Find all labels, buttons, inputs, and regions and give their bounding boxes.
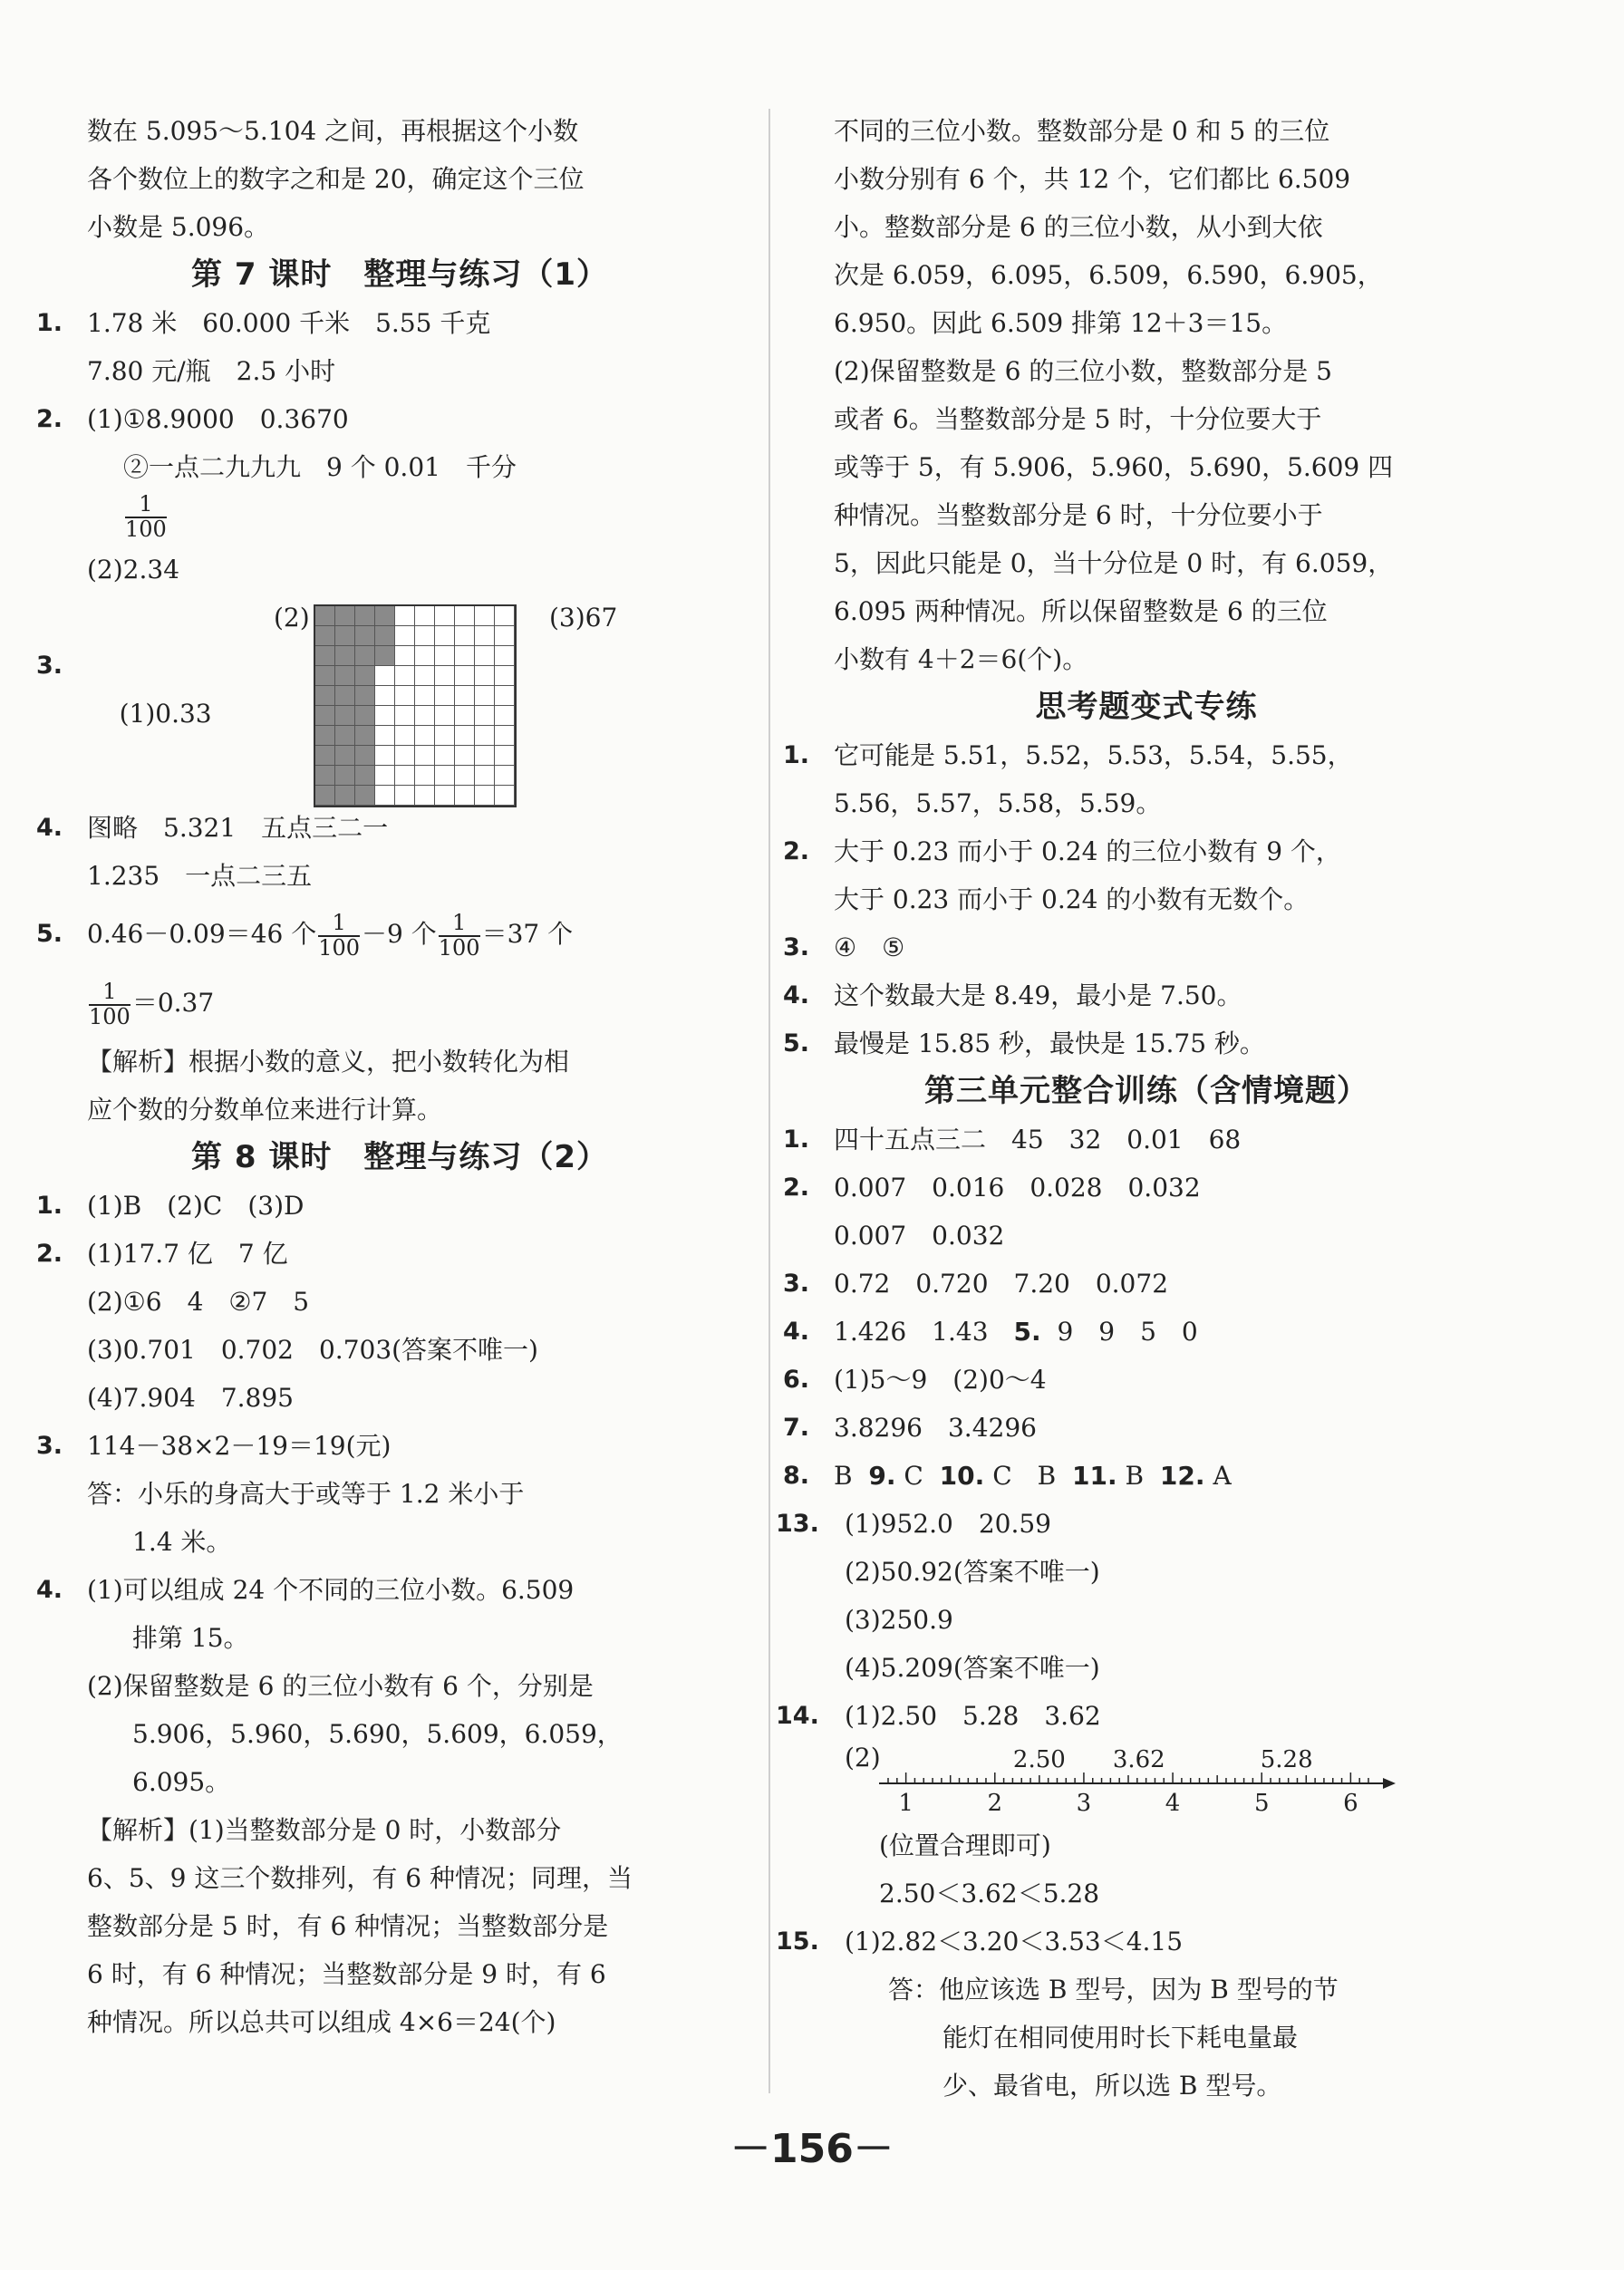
grid-cell (455, 706, 475, 726)
text-line: 小数有 4＋2＝6(个)。 (834, 644, 1088, 674)
answer-text: B (834, 1461, 853, 1491)
grid-cell (455, 746, 475, 766)
grid-cell (475, 626, 495, 646)
answer-text: 排第 15。 (132, 1623, 249, 1653)
fraction: $\frac{1}{100}$ (438, 910, 480, 961)
tick-label: 4 (1165, 1790, 1181, 1817)
grid-cell (375, 786, 395, 806)
grid-cell (315, 786, 335, 806)
l8-q4 (36, 1566, 712, 1614)
answer-text: 0.007 0.016 0.028 0.032 (834, 1173, 1201, 1203)
grid-cell (475, 786, 495, 806)
answer-text: (1)5～9 (2)0～4 (834, 1365, 1047, 1395)
hundred-grid (314, 604, 517, 807)
grid-cell (415, 726, 435, 746)
answer-text: 答：小乐的身高大于或等于 1.2 米小于 (87, 1479, 525, 1509)
grid-cell (395, 646, 415, 666)
answer-text: (2)50.92(答案不唯一) (845, 1557, 1100, 1587)
question-number: 6. (783, 1366, 810, 1394)
answer-text: (2)2.34 (87, 555, 180, 584)
question-number: 7. (783, 1414, 810, 1442)
text-line: 5，因此只能是 0，当十分位是 0 时，有 6.059， (834, 548, 1394, 578)
text-line: 数在 5.095～5.104 之间，再根据这个小数 (87, 116, 579, 146)
u3-q2 (783, 1164, 1459, 1212)
point-label: 5.28 (1260, 1746, 1313, 1773)
question-number: 3. (36, 1432, 63, 1460)
think-q2 (783, 827, 1459, 875)
grid-cell (455, 626, 475, 646)
u3-q7 (783, 1404, 1459, 1452)
grid-cell (355, 666, 375, 686)
question-number: 1. (783, 1125, 810, 1154)
answer-text: 9 9 5 0 (1057, 1317, 1198, 1347)
grid-cell (355, 766, 375, 786)
answer-text: C (904, 1461, 923, 1491)
answer-text: 它可能是 5.51，5.52，5.53，5.54，5.55， (834, 740, 1353, 770)
u3-q1 (783, 1116, 1459, 1164)
question-number: 11. (1072, 1461, 1117, 1491)
fraction: $\frac{1}{100}$ (125, 491, 167, 542)
grid-cell (475, 666, 495, 686)
text-line: 6.095 两种情况。所以保留整数是 6 的三位 (834, 596, 1328, 626)
question-number: 9. (868, 1461, 896, 1491)
grid-cell (395, 746, 415, 766)
grid-cell (475, 746, 495, 766)
column-divider (768, 109, 770, 2093)
answer-text: (1)可以组成 24 个不同的三位小数。6.509 (87, 1575, 575, 1605)
question-number: 13. (776, 1510, 819, 1538)
answer-text: －9 个 (362, 919, 437, 949)
grid-cell (475, 646, 495, 666)
answer-text: (2)①6 4 ②7 5 (87, 1287, 310, 1317)
question-number: 2. (783, 837, 810, 865)
answer-text: 0.46－0.09＝46 个 (87, 919, 317, 949)
answer-text: 四十五点三二 45 32 0.01 68 (834, 1125, 1242, 1154)
arrow-head (1383, 1778, 1396, 1789)
l7-q5 (36, 900, 712, 969)
grid-cell (435, 626, 455, 646)
think-title: 思考题变式专练 (1035, 689, 1258, 725)
answer-text: 0.72 0.720 7.20 0.072 (834, 1269, 1169, 1299)
l7-q1 (36, 299, 712, 347)
grid-cell (415, 766, 435, 786)
l7-q3 (36, 594, 712, 804)
grid-cell (375, 606, 395, 626)
analysis-text: 6、5、9 这三个数排列，有 6 种情况；同理，当 (87, 1863, 633, 1893)
answer-text: 0.007 0.032 (834, 1221, 1005, 1251)
grid-cell (395, 606, 415, 626)
answer-text: 3.8296 3.4296 (834, 1413, 1037, 1443)
grid-cell (395, 686, 415, 706)
number-line (834, 1740, 1459, 1821)
fraction: $\frac{1}{100}$ (89, 979, 130, 1029)
grid-cell (335, 666, 355, 686)
answer-text: 最慢是 15.85 秒，最快是 15.75 秒。 (834, 1029, 1265, 1058)
grid-cell (355, 786, 375, 806)
text-line: 种情况。当整数部分是 6 时，十分位要小于 (834, 500, 1323, 530)
grid-cell (315, 626, 335, 646)
answer-text: (2) (274, 603, 310, 633)
grid-cell (435, 606, 455, 626)
l8-q1 (36, 1182, 712, 1230)
grid-cell (495, 686, 515, 706)
grid-cell (355, 746, 375, 766)
l8-q2 (36, 1230, 712, 1278)
grid-cell (455, 686, 475, 706)
think-q5 (783, 1019, 1459, 1067)
analysis-text: 6 时，有 6 种情况；当整数部分是 9 时，有 6 (87, 1959, 606, 1989)
grid-cell (375, 686, 395, 706)
question-number: 1. (783, 741, 810, 769)
answer-text: 大于 0.23 而小于 0.24 的小数有无数个。 (834, 884, 1310, 914)
answer-text: (4)5.209(答案不唯一) (845, 1653, 1100, 1683)
grid-cell (495, 706, 515, 726)
grid-cell (355, 606, 375, 626)
grid-cell (435, 686, 455, 706)
answer-text: 能灯在相同使用时长下耗电量最 (942, 2023, 1299, 2053)
grid-cell (355, 626, 375, 646)
grid-cell (495, 766, 515, 786)
answer-text: (1)2.50 5.28 3.62 (845, 1701, 1101, 1731)
grid-cell (335, 646, 355, 666)
grid-cell (315, 646, 335, 666)
page-number: －156－ (730, 2126, 894, 2172)
answer-text: (1)2.82＜3.20＜3.53＜4.15 (845, 1927, 1184, 1956)
grid-cell (495, 746, 515, 766)
grid-cell (435, 666, 455, 686)
answer-text: (3)0.701 0.702 0.703(答案不唯一) (87, 1335, 538, 1365)
think-q4 (783, 971, 1459, 1019)
question-number: 12. (1159, 1461, 1205, 1491)
grid-cell (455, 786, 475, 806)
question-number: 2. (783, 1174, 810, 1202)
answer-text: 1.426 1.43 (834, 1317, 989, 1347)
answer-text: A (1213, 1461, 1232, 1491)
lesson8-title: 第 8 课时 整理与练习（2） (191, 1139, 608, 1175)
point-label: 2.50 (1012, 1746, 1066, 1773)
l7-q2 (36, 395, 712, 443)
u3-q14 (776, 1692, 1459, 1740)
tick-label: 2 (987, 1790, 1003, 1817)
analysis-text: 【解析】(1)当整数部分是 0 时，小数部分 (87, 1815, 562, 1845)
answer-text: 5.906，5.960，5.690，5.609，6.059， (132, 1719, 623, 1749)
grid-cell (435, 726, 455, 746)
grid-cell (335, 606, 355, 626)
grid-cell (495, 666, 515, 686)
u3-q4 (783, 1308, 1459, 1356)
grid-cell (475, 706, 495, 726)
answer-text: 这个数最大是 8.49，最小是 7.50。 (834, 980, 1242, 1010)
grid-cell (375, 706, 395, 726)
question-number: 3. (783, 933, 810, 961)
answer-text: 5.56，5.57，5.58，5.59。 (834, 788, 1162, 818)
question-number: 4. (783, 1318, 810, 1346)
analysis-text: 【解析】根据小数的意义，把小数转化为相 (87, 1047, 570, 1077)
answer-text: (3)250.9 (845, 1605, 953, 1635)
grid-cell (375, 746, 395, 766)
think-q3 (783, 923, 1459, 971)
question-number: 5. (783, 1029, 810, 1058)
text-line: (2)保留整数是 6 的三位小数，整数部分是 5 (834, 356, 1332, 386)
grid-cell (435, 766, 455, 786)
question-number: 4. (36, 814, 63, 842)
grid-cell (335, 626, 355, 646)
grid-cell (315, 766, 335, 786)
think-q1 (783, 731, 1459, 779)
grid-cell (395, 786, 415, 806)
question-number: 8. (783, 1462, 810, 1490)
u3-q13 (776, 1500, 1459, 1548)
answer-text: 1.78 米 60.000 千米 5.55 千克 (87, 308, 491, 338)
number-line-row (834, 1740, 1459, 1821)
fraction: $\frac{1}{100}$ (318, 910, 361, 961)
grid-cell (475, 726, 495, 746)
grid-cell (455, 766, 475, 786)
grid-cell (375, 766, 395, 786)
text-line: 不同的三位小数。整数部分是 0 和 5 的三位 (834, 116, 1330, 146)
u3-q3 (783, 1260, 1459, 1308)
u3-q6 (783, 1356, 1459, 1404)
answer-text: ②一点二九九九 9 个 0.01 千分 (123, 452, 517, 482)
grid-cell (355, 706, 375, 726)
u3-q8-12 (783, 1452, 1459, 1500)
grid-cell (335, 766, 355, 786)
answer-text: 1.235 一点二三五 (87, 861, 313, 891)
answer-text: (1)17.7 亿 7 亿 (87, 1239, 288, 1269)
answer-text: 大于 0.23 而小于 0.24 的三位小数有 9 个， (834, 836, 1341, 866)
tick-label: 5 (1253, 1790, 1270, 1817)
l8-q3 (36, 1422, 712, 1470)
text-line: 次是 6.059，6.095，6.509，6.590，6.905， (834, 260, 1383, 290)
left-column (36, 107, 712, 2046)
answer-text: 2.50＜3.62＜5.28 (879, 1879, 1100, 1908)
grid-cell (415, 706, 435, 726)
grid-cell (375, 666, 395, 686)
u3-q15 (776, 1917, 1459, 1966)
grid-cell (335, 686, 355, 706)
answer-text: 114－38×2－19＝19(元) (87, 1431, 392, 1461)
grid-cell (335, 746, 355, 766)
grid-cell (395, 626, 415, 646)
grid-cell (375, 646, 395, 666)
grid-cell (415, 666, 435, 686)
text-line: 小。整数部分是 6 的三位小数，从小到大依 (834, 212, 1323, 242)
question-number: 4. (783, 981, 810, 1009)
question-number: 5. (1013, 1317, 1041, 1347)
l7-q4 (36, 804, 712, 852)
question-number: 2. (36, 405, 63, 433)
answer-text: 少、最省电，所以选 B 型号。 (942, 2071, 1282, 2101)
grid-cell (375, 626, 395, 646)
grid-cell (495, 646, 515, 666)
grid-cell (415, 606, 435, 626)
answer-text: ＝37 个 (481, 919, 574, 949)
text-line: 小数分别有 6 个，共 12 个，它们都比 6.509 (834, 164, 1351, 194)
answer-text: 图略 5.321 五点三二一 (87, 813, 389, 843)
question-number: 5. (36, 920, 63, 948)
answer-text: (1)B (2)C (3)D (87, 1191, 304, 1221)
question-number: 15. (776, 1927, 819, 1956)
grid-cell (415, 786, 435, 806)
text-line: 各个数位上的数字之和是 20，确定这个三位 (87, 164, 585, 194)
grid-cell (395, 726, 415, 746)
grid-cell (395, 666, 415, 686)
fraction-line (87, 491, 712, 546)
grid-cell (315, 706, 335, 726)
analysis-text: 应个数的分数单位来进行计算。 (87, 1095, 443, 1125)
analysis-text: 整数部分是 5 时，有 6 种情况；当整数部分是 (87, 1911, 609, 1941)
answer-text: 7.80 元/瓶 2.5 小时 (87, 356, 336, 386)
grid-cell (455, 646, 475, 666)
tick-label: 1 (898, 1790, 914, 1817)
point-label: 3.62 (1112, 1746, 1165, 1773)
answer-text: B (1125, 1461, 1145, 1491)
grid-cell (495, 786, 515, 806)
unit3-title: 第三单元整合训练（含情境题） (924, 1073, 1368, 1109)
grid-cell (395, 766, 415, 786)
grid-cell (455, 666, 475, 686)
grid-cell (415, 626, 435, 646)
grid-cell (315, 726, 335, 746)
text-line: 6.950。因此 6.509 排第 12＋3＝15。 (834, 308, 1288, 338)
grid-cell (315, 686, 335, 706)
lesson7-title: 第 7 课时 整理与练习（1） (191, 256, 608, 293)
question-number: 14. (776, 1702, 819, 1730)
grid-cell (495, 606, 515, 626)
grid-cell (355, 726, 375, 746)
answer-text: 6.095。 (132, 1767, 231, 1797)
grid-cell (335, 726, 355, 746)
grid-cell (475, 766, 495, 786)
answer-text: (2) (845, 1743, 881, 1773)
question-number: 4. (36, 1576, 63, 1604)
grid-cell (455, 726, 475, 746)
answer-text: 答：他应该选 B 型号，因为 B 型号的节 (888, 1975, 1339, 2004)
answer-text: ＝0.37 (131, 988, 215, 1018)
grid-cell (435, 746, 455, 766)
grid-cell (315, 666, 335, 686)
grid-cell (375, 726, 395, 746)
grid-cell (415, 686, 435, 706)
grid-cell (435, 786, 455, 806)
grid-cell (315, 606, 335, 626)
question-number: 3. (36, 652, 63, 680)
question-number: 2. (36, 1240, 63, 1268)
question-number: 1. (36, 309, 63, 337)
answer-text: (2)保留整数是 6 的三位小数有 6 个，分别是 (87, 1671, 594, 1701)
answer-text: (1)952.0 20.59 (845, 1509, 1051, 1539)
answer-text: ④ ⑤ (834, 932, 905, 962)
tick-label: 3 (1076, 1790, 1092, 1817)
grid-cell (455, 606, 475, 626)
grid-cell (475, 606, 495, 626)
answer-text: (1)①8.9000 0.3670 (87, 404, 349, 434)
grid-cell (315, 746, 335, 766)
text-line: 小数是 5.096。 (87, 212, 270, 242)
grid-cell (355, 646, 375, 666)
question-number: 3. (783, 1270, 810, 1298)
grid-cell (335, 786, 355, 806)
answer-text: (1)0.33 (119, 699, 212, 729)
right-column (776, 107, 1459, 2110)
answer-text: 1.4 米。 (132, 1527, 232, 1557)
question-number: 1. (36, 1192, 63, 1220)
grid-cell (495, 726, 515, 746)
question-number: 10. (939, 1461, 985, 1491)
grid-cell (395, 706, 415, 726)
grid-cell (355, 686, 375, 706)
tick-label: 6 (1343, 1790, 1358, 1817)
grid-cell (335, 706, 355, 726)
fraction-line (87, 969, 712, 1038)
answer-text: (位置合理即可) (879, 1830, 1051, 1860)
text-line: 或等于 5，有 5.906，5.960，5.690，5.609 四 (834, 452, 1394, 482)
answer-text: C B (992, 1461, 1057, 1491)
grid-cell (435, 706, 455, 726)
grid-cell (435, 646, 455, 666)
grid-cell (475, 686, 495, 706)
text-line: 或者 6。当整数部分是 5 时，十分位要大于 (834, 404, 1322, 434)
analysis-text: 种情况。所以总共可以组成 4×6＝24(个) (87, 2007, 556, 2037)
answer-text: (3)67 (549, 603, 618, 633)
grid-cell (415, 746, 435, 766)
answer-text: (4)7.904 7.895 (87, 1383, 294, 1413)
grid-cell (495, 626, 515, 646)
grid-cell (415, 646, 435, 666)
